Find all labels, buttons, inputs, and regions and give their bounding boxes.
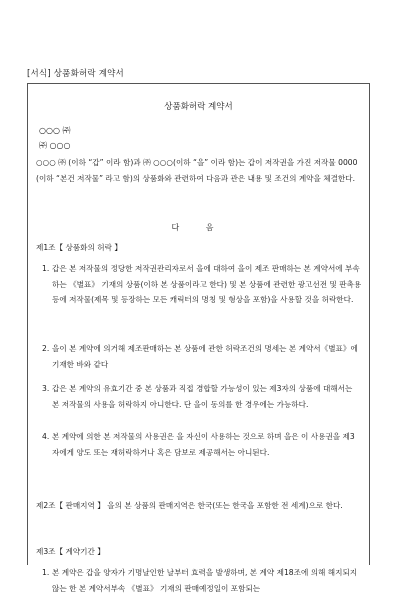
- article-1-item-1: [42, 261, 362, 308]
- item-text: 갑은 본 계약의 유효기간 중 본 상품과 직접 경합할 가능성이 있는 제3자의 상품에 대해서는 본 저작물의 사용을 허락하지 아니한다. 단 을이 동의를 한 경우에는 가능하다.: [52, 384, 353, 409]
- party-a: ○○○ ㈜: [39, 126, 71, 135]
- document-box: [27, 83, 370, 593]
- item-text: 을이 본 계약에 의거해 제조판매하는 본 상품에 관한 허락조건의 명세는 본 계약서《별표》에 기재한 바와 같다: [52, 344, 358, 369]
- article-1-item-4: [42, 429, 362, 460]
- article-1-item-2: [42, 341, 362, 372]
- item-text: 갑은 본 저작물의 정당한 저작권관리자로서 을에 대하여 을이 제조 판매하는 본 계약서에 부속하는 《별표》 기재의 상품(이하 본 상품이라고 한다) 및 본 상품에 관련한 광고선전 및 판촉용 등에 저작물(제목 및 등장하는 모든 캐릭터의 명칭 및 형상을 포함)을 사용할 것을 허락한다.: [52, 264, 362, 304]
- party-b: ㈜ ○○○: [39, 141, 71, 150]
- center-heading: 다 음: [171, 223, 226, 232]
- item-number: 1.: [42, 568, 50, 577]
- article-3-heading: 제3조【 계약기간 】: [36, 547, 105, 556]
- document-title: 상품화허락 계약서: [164, 102, 233, 112]
- article-2-heading: 제2조【 판매지역 】: [36, 501, 105, 510]
- form-label: [서식] 상품화허락 계약서: [27, 69, 124, 79]
- item-text: 본 계약에 의한 본 저작물의 사용권은 을 자신이 사용하는 것으로 하며 을은 이 사용권을 제3자에게 양도 또는 재허락하거나 혹은 담보로 제공해서는 아니된다.: [52, 432, 355, 457]
- article-1-item-3: [42, 381, 362, 412]
- preamble-paragraph: ○○○ ㈜ (이하 “갑” 이라 함)과 ㈜ ○○○(이하 “을” 이라 함)는 갑이 저작권을 가진 저작물 0000 (이하 “본건 저작물” 라고 함)의 상품화와 관련하여 다음과 관은 내용 및 조건의 계약을 체결한다.: [36, 158, 358, 183]
- item-text: 본 계약은 갑을 양자가 기명날인한 날부터 효력을 발생하며, 본 계약 제18조에 의해 해지되지 않는 한 본 계약서부속 《별표》 기재의 판매예정일이 포함되는: [52, 568, 358, 593]
- article-2-body: 을의 본 상품의 판매지역은 한국(또는 한국을 포함한 전 세계)으로 한다.: [107, 501, 343, 510]
- item-number: 4.: [42, 432, 50, 441]
- item-number: 2.: [42, 344, 50, 353]
- article-2: [36, 498, 362, 514]
- item-number: 1.: [42, 264, 50, 273]
- article-1-heading: 제1조【 상품화의 허락 】: [36, 243, 122, 252]
- item-number: 3.: [42, 384, 50, 393]
- article-3-item-1: [42, 565, 362, 596]
